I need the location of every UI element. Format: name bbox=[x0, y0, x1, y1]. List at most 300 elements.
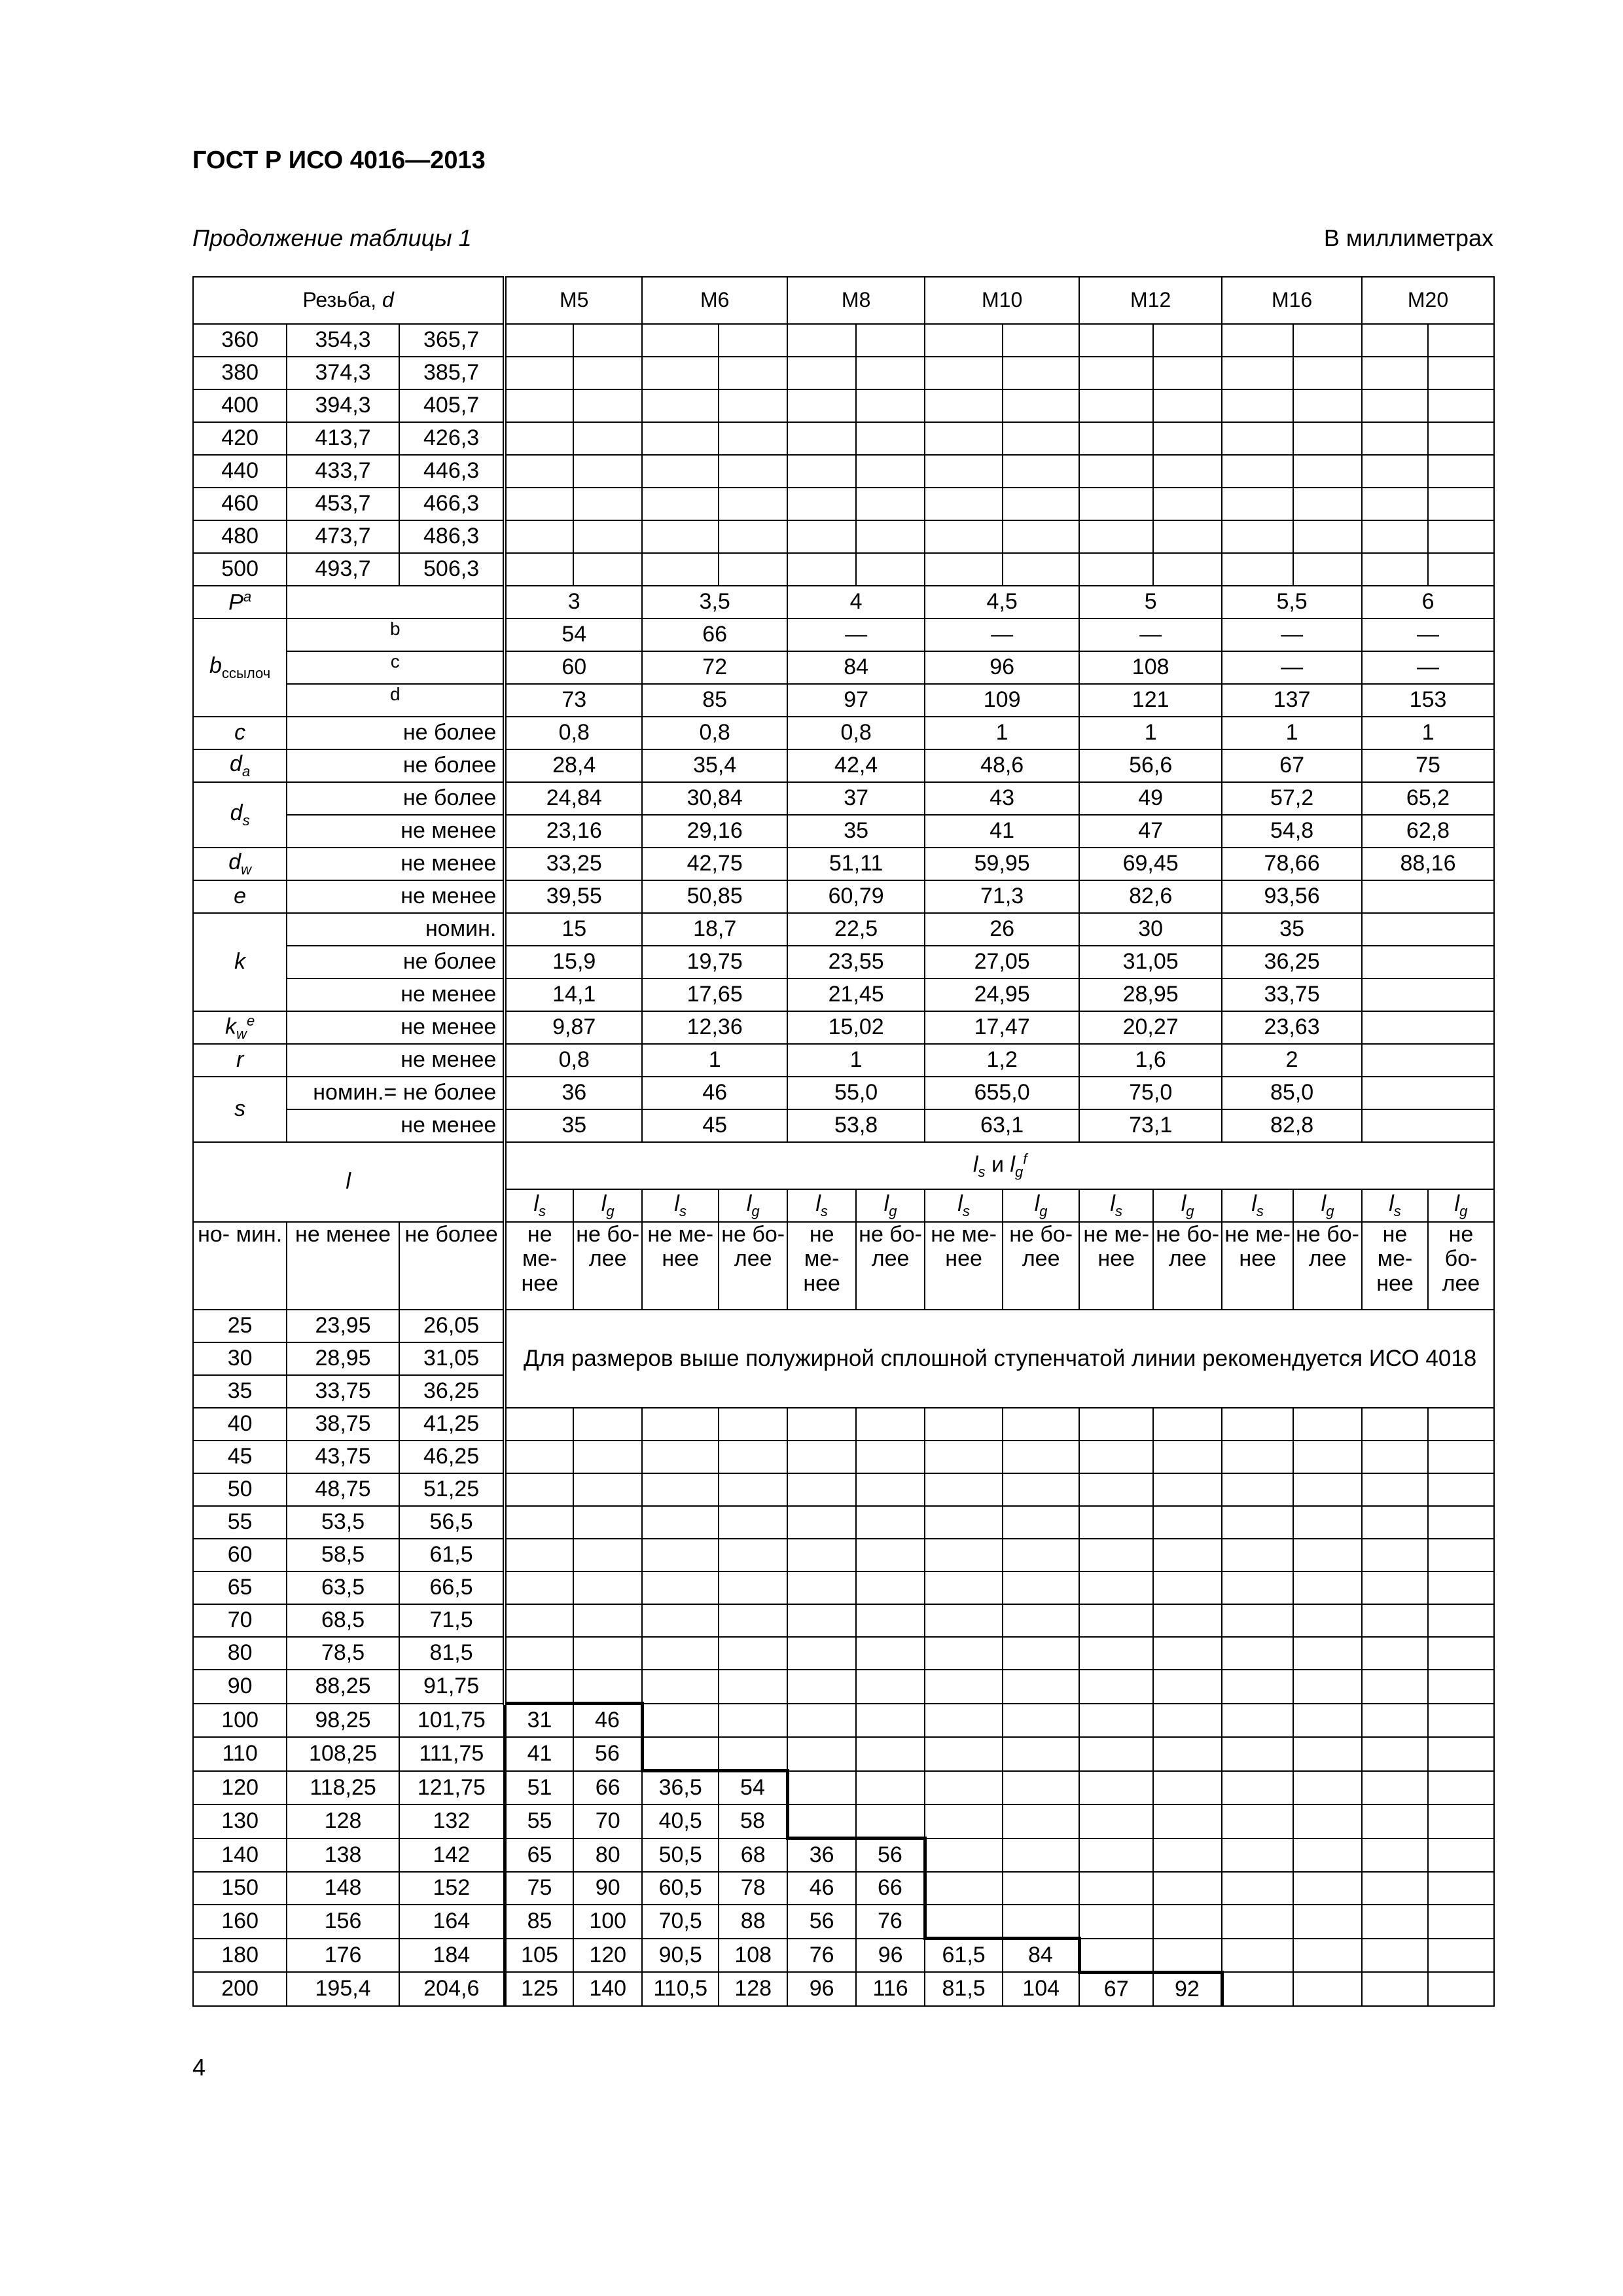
table-cell bbox=[856, 389, 925, 422]
table-cell bbox=[1428, 1604, 1494, 1637]
table-cell bbox=[287, 586, 505, 619]
table-cell: 56,6 bbox=[1079, 749, 1222, 782]
table-cell bbox=[1293, 1704, 1362, 1738]
table-cell bbox=[573, 455, 642, 488]
table-cell bbox=[925, 488, 1003, 520]
table-cell bbox=[787, 1804, 856, 1839]
table-cell: — bbox=[1222, 619, 1362, 651]
units-label: В миллиметрах bbox=[1323, 224, 1493, 251]
table-cell: не менее bbox=[287, 978, 505, 1011]
table-cell: 55,0 bbox=[787, 1077, 925, 1109]
table-cell bbox=[505, 455, 573, 488]
table-cell: 4 bbox=[787, 586, 925, 619]
table-cell bbox=[1222, 1771, 1293, 1805]
table-cell: 440 bbox=[193, 455, 287, 488]
table-cell bbox=[1222, 1670, 1293, 1704]
table-cell bbox=[505, 553, 573, 586]
table-cell: 460 bbox=[193, 488, 287, 520]
table-cell bbox=[1003, 422, 1079, 455]
table-cell: 33,25 bbox=[505, 848, 642, 880]
table-cell: 60 bbox=[193, 1539, 287, 1571]
table-cell bbox=[573, 1571, 642, 1604]
table-cell: 140 bbox=[193, 1839, 287, 1873]
table-cell bbox=[505, 357, 573, 389]
table-cell bbox=[1293, 1737, 1362, 1771]
table-cell bbox=[1153, 553, 1222, 586]
table-cell: 54 bbox=[505, 619, 642, 651]
table-cell bbox=[787, 455, 856, 488]
table-cell bbox=[787, 1670, 856, 1704]
table-cell bbox=[719, 488, 787, 520]
table-cell bbox=[1153, 1473, 1222, 1506]
footnote-ref: b bbox=[287, 619, 505, 651]
param-label: e bbox=[193, 880, 287, 913]
table-cell: 121 bbox=[1079, 684, 1222, 717]
table-cell bbox=[573, 1441, 642, 1473]
table-cell: 128 bbox=[287, 1804, 399, 1839]
table-cell: 26,05 bbox=[399, 1310, 505, 1342]
ls-header: $l_s$ bbox=[787, 1189, 856, 1222]
table-cell bbox=[1153, 1637, 1222, 1670]
table-cell bbox=[856, 1804, 925, 1839]
table-cell: 85,0 bbox=[1222, 1077, 1362, 1109]
table-cell: 152 bbox=[399, 1872, 505, 1905]
table-row bbox=[193, 1310, 1494, 1342]
table-cell: 1 bbox=[642, 1044, 787, 1077]
table-cell: 66 bbox=[642, 619, 787, 651]
table-cell bbox=[642, 324, 719, 357]
table-cell: 58,5 bbox=[287, 1539, 399, 1571]
table-row bbox=[193, 455, 1494, 488]
table-cell bbox=[1153, 1905, 1222, 1939]
table-row bbox=[193, 357, 1494, 389]
table-cell: 76 bbox=[856, 1905, 925, 1939]
table-cell bbox=[1222, 324, 1293, 357]
not-more-header: не бо- лее bbox=[856, 1222, 925, 1310]
table-cell bbox=[1293, 1408, 1362, 1441]
table-cell: 25 bbox=[193, 1310, 287, 1342]
table-cell bbox=[1003, 553, 1079, 586]
param-label: $P^a$ bbox=[193, 586, 287, 619]
table-row bbox=[193, 1637, 1494, 1670]
table-cell bbox=[1003, 455, 1079, 488]
table-cell: 41 bbox=[925, 815, 1079, 848]
table-cell bbox=[642, 1670, 719, 1704]
table-cell bbox=[1293, 1972, 1362, 2006]
table-row bbox=[193, 1011, 1494, 1044]
table-cell bbox=[1362, 1872, 1428, 1905]
table-cell: 42,4 bbox=[787, 749, 925, 782]
table-cell bbox=[856, 1737, 925, 1771]
table-cell bbox=[1428, 553, 1494, 586]
table-cell bbox=[1222, 357, 1293, 389]
table-cell bbox=[505, 1473, 573, 1506]
table-cell: 93,56 bbox=[1222, 880, 1362, 913]
table-cell bbox=[1222, 1604, 1293, 1637]
table-cell: 380 bbox=[193, 357, 287, 389]
size-header: M12 bbox=[1079, 277, 1222, 324]
table-cell: 61,5 bbox=[399, 1539, 505, 1571]
table-cell: номин. bbox=[287, 913, 505, 946]
table-cell bbox=[642, 389, 719, 422]
not-more-header: не бо- лее bbox=[573, 1222, 642, 1310]
table-row bbox=[193, 749, 1494, 782]
table-cell bbox=[1362, 1972, 1428, 2006]
table-cell: 69,45 bbox=[1079, 848, 1222, 880]
table-cell: 36,25 bbox=[399, 1375, 505, 1408]
table-cell bbox=[925, 1905, 1003, 1939]
table-cell bbox=[505, 422, 573, 455]
table-cell: — bbox=[787, 619, 925, 651]
table-cell bbox=[1293, 422, 1362, 455]
table-cell bbox=[1079, 1704, 1153, 1738]
table-cell: 130 bbox=[193, 1804, 287, 1839]
table-cell bbox=[925, 1539, 1003, 1571]
table-cell bbox=[1153, 389, 1222, 422]
table-cell bbox=[719, 1637, 787, 1670]
table-cell bbox=[1362, 1539, 1428, 1571]
table-cell: 56 bbox=[856, 1839, 925, 1873]
not-more-header: не бо- лее bbox=[1293, 1222, 1362, 1310]
table-cell: 28,95 bbox=[287, 1342, 399, 1375]
table-cell bbox=[1153, 1408, 1222, 1441]
table-cell: 46 bbox=[642, 1077, 787, 1109]
table-cell: 81,5 bbox=[399, 1637, 505, 1670]
table-cell: 33,75 bbox=[287, 1375, 399, 1408]
table-row bbox=[193, 651, 1494, 684]
table-cell bbox=[1079, 1604, 1153, 1637]
table-cell: не более bbox=[287, 717, 505, 749]
table-cell: 400 bbox=[193, 389, 287, 422]
table-cell: 35 bbox=[505, 1109, 642, 1142]
table-cell: 20,27 bbox=[1079, 1011, 1222, 1044]
table-cell bbox=[719, 1539, 787, 1571]
table-cell bbox=[719, 1408, 787, 1441]
table-cell: 71,3 bbox=[925, 880, 1079, 913]
page-number: 4 bbox=[192, 2054, 206, 2081]
table-cell bbox=[787, 1571, 856, 1604]
table-cell bbox=[1003, 1637, 1079, 1670]
table-cell: 3 bbox=[505, 586, 642, 619]
table-cell: 1 bbox=[925, 717, 1079, 749]
min-header: не менее bbox=[287, 1222, 399, 1310]
table-cell bbox=[1222, 1506, 1293, 1539]
table-cell: 118,25 bbox=[287, 1771, 399, 1805]
table-cell bbox=[505, 1539, 573, 1571]
table-cell: 68 bbox=[719, 1839, 787, 1873]
table-cell bbox=[925, 389, 1003, 422]
table-cell: не менее bbox=[287, 815, 505, 848]
table-cell bbox=[1079, 324, 1153, 357]
table-cell bbox=[1153, 1506, 1222, 1539]
table-cell: не менее bbox=[287, 1044, 505, 1077]
table-cell bbox=[787, 1408, 856, 1441]
table-cell: 17,47 bbox=[925, 1011, 1079, 1044]
table-cell: не менее bbox=[287, 1011, 505, 1044]
table-cell bbox=[787, 1771, 856, 1805]
table-cell: 142 bbox=[399, 1839, 505, 1873]
table-cell bbox=[642, 1637, 719, 1670]
table-cell bbox=[1428, 389, 1494, 422]
table-cell bbox=[856, 1408, 925, 1441]
table-cell: 73 bbox=[505, 684, 642, 717]
table-cell: 82,8 bbox=[1222, 1109, 1362, 1142]
lg-header: $l_g$ bbox=[1428, 1189, 1494, 1222]
table-cell: 71,5 bbox=[399, 1604, 505, 1637]
param-label: $d_a$ bbox=[193, 749, 287, 782]
table-cell bbox=[856, 422, 925, 455]
table-cell bbox=[1003, 1872, 1079, 1905]
table-cell: 35 bbox=[787, 815, 925, 848]
table-cell bbox=[1362, 1670, 1428, 1704]
table-cell: 65 bbox=[505, 1839, 573, 1873]
table-cell: 55 bbox=[193, 1506, 287, 1539]
table-cell: 60,5 bbox=[642, 1872, 719, 1905]
lg-header: $l_g$ bbox=[1153, 1189, 1222, 1222]
table-cell bbox=[856, 1771, 925, 1805]
table-cell bbox=[1222, 1839, 1293, 1873]
table-cell: 46 bbox=[573, 1704, 642, 1738]
footnote-ref: d bbox=[287, 684, 505, 717]
table-cell: 200 bbox=[193, 1972, 287, 2006]
not-less-header: не ме- нее bbox=[787, 1222, 856, 1310]
table-cell bbox=[1222, 1473, 1293, 1506]
table-cell bbox=[719, 1737, 787, 1771]
table-cell bbox=[925, 1771, 1003, 1805]
table-cell: номин.= не более bbox=[287, 1077, 505, 1109]
table-cell: 51,25 bbox=[399, 1473, 505, 1506]
table-cell: 78,5 bbox=[287, 1637, 399, 1670]
table-row bbox=[193, 1441, 1494, 1473]
table-cell: 59,95 bbox=[925, 848, 1079, 880]
table-cell bbox=[1079, 488, 1153, 520]
table-cell: 84 bbox=[787, 651, 925, 684]
ls-header: $l_s$ bbox=[1362, 1189, 1428, 1222]
table-row bbox=[193, 782, 1494, 815]
table-cell: 42,75 bbox=[642, 848, 787, 880]
table-cell bbox=[1153, 1704, 1222, 1738]
table-cell bbox=[925, 422, 1003, 455]
table-cell bbox=[1003, 488, 1079, 520]
table-cell bbox=[1362, 1905, 1428, 1939]
table-cell bbox=[1003, 1804, 1079, 1839]
table-cell bbox=[787, 357, 856, 389]
table-cell bbox=[719, 1571, 787, 1604]
table-cell bbox=[573, 1506, 642, 1539]
table-cell bbox=[856, 520, 925, 553]
table-cell: 88,25 bbox=[287, 1670, 399, 1704]
table-cell: 96 bbox=[787, 1972, 856, 2006]
table-cell: 111,75 bbox=[399, 1737, 505, 1771]
table-cell bbox=[505, 1441, 573, 1473]
table-cell bbox=[719, 1670, 787, 1704]
table-cell bbox=[642, 1604, 719, 1637]
table-cell: 480 bbox=[193, 520, 287, 553]
table-cell bbox=[1079, 357, 1153, 389]
table-row bbox=[193, 1408, 1494, 1441]
table-cell bbox=[573, 422, 642, 455]
table-cell bbox=[1293, 1872, 1362, 1905]
table-cell: 486,3 bbox=[399, 520, 505, 553]
table-cell: 61,5 bbox=[925, 1939, 1003, 1973]
table-cell bbox=[1079, 1571, 1153, 1604]
table-cell bbox=[787, 422, 856, 455]
table-cell bbox=[1079, 1771, 1153, 1805]
table-cell: 120 bbox=[193, 1771, 287, 1805]
table-cell bbox=[1293, 520, 1362, 553]
table-cell bbox=[1153, 1939, 1222, 1973]
table-cell bbox=[1153, 357, 1222, 389]
table-cell bbox=[925, 1737, 1003, 1771]
param-label: $d_s$ bbox=[193, 782, 287, 848]
table-cell: 30 bbox=[1079, 913, 1222, 946]
table-cell: 45 bbox=[642, 1109, 787, 1142]
table-cell: 137 bbox=[1222, 684, 1362, 717]
table-cell bbox=[1222, 520, 1293, 553]
table-cell: 56 bbox=[787, 1905, 856, 1939]
table-cell bbox=[1153, 1839, 1222, 1873]
table-cell: 81,5 bbox=[925, 1972, 1003, 2006]
table-cell: 36,5 bbox=[642, 1771, 719, 1805]
table-cell bbox=[856, 1506, 925, 1539]
table-cell: 110,5 bbox=[642, 1972, 719, 2006]
table-cell bbox=[925, 1670, 1003, 1704]
table-cell bbox=[505, 1637, 573, 1670]
table-cell bbox=[719, 1473, 787, 1506]
table-cell bbox=[1362, 978, 1494, 1011]
table-cell bbox=[1293, 1539, 1362, 1571]
table-cell bbox=[787, 553, 856, 586]
table-cell bbox=[1293, 357, 1362, 389]
table-cell bbox=[1222, 1905, 1293, 1939]
table-cell: 66 bbox=[856, 1872, 925, 1905]
table-cell bbox=[1428, 324, 1494, 357]
table-cell: 23,95 bbox=[287, 1310, 399, 1342]
table-cell bbox=[1003, 1737, 1079, 1771]
table-cell: 466,3 bbox=[399, 488, 505, 520]
table-row bbox=[193, 880, 1494, 913]
table-cell bbox=[1003, 1408, 1079, 1441]
table-cell bbox=[573, 488, 642, 520]
table-cell: 67 bbox=[1222, 749, 1362, 782]
table-cell bbox=[1079, 1637, 1153, 1670]
table-cell: 18,7 bbox=[642, 913, 787, 946]
table-cell: 31,05 bbox=[1079, 946, 1222, 978]
table-cell bbox=[1079, 1539, 1153, 1571]
table-cell: 51 bbox=[505, 1771, 573, 1805]
table-cell: 1 bbox=[1079, 717, 1222, 749]
table-cell: 40 bbox=[193, 1408, 287, 1441]
table-cell bbox=[1079, 1905, 1153, 1939]
table-cell: — bbox=[1079, 619, 1222, 651]
table-cell: 62,8 bbox=[1362, 815, 1494, 848]
param-label: $b_{ссылоч}$ bbox=[193, 619, 287, 717]
table-cell: 128 bbox=[719, 1972, 787, 2006]
table-cell bbox=[719, 520, 787, 553]
table-cell bbox=[925, 1637, 1003, 1670]
header-row bbox=[193, 277, 1494, 324]
table-cell bbox=[1428, 1872, 1494, 1905]
table-cell: 365,7 bbox=[399, 324, 505, 357]
table-cell: 100 bbox=[573, 1905, 642, 1939]
table-cell bbox=[856, 1441, 925, 1473]
table-row bbox=[193, 946, 1494, 978]
table-cell bbox=[1003, 1473, 1079, 1506]
table-cell bbox=[1003, 1506, 1079, 1539]
table-cell bbox=[1362, 1506, 1428, 1539]
table-cell bbox=[1362, 488, 1428, 520]
table-cell: 22,5 bbox=[787, 913, 925, 946]
table-cell: 66,5 bbox=[399, 1571, 505, 1604]
table-cell: 40,5 bbox=[642, 1804, 719, 1839]
table-cell bbox=[505, 1408, 573, 1441]
table-cell bbox=[1428, 1506, 1494, 1539]
table-row bbox=[193, 1839, 1494, 1873]
table-cell bbox=[642, 455, 719, 488]
table-cell bbox=[719, 357, 787, 389]
table-cell: 70,5 bbox=[642, 1905, 719, 1939]
table-cell bbox=[505, 1506, 573, 1539]
table-cell: 63,1 bbox=[925, 1109, 1079, 1142]
table-cell bbox=[1079, 455, 1153, 488]
table-cell bbox=[1293, 1670, 1362, 1704]
table-cell: 506,3 bbox=[399, 553, 505, 586]
table-cell bbox=[1003, 1539, 1079, 1571]
table-cell bbox=[925, 1704, 1003, 1738]
dimensions-table-wrapper bbox=[192, 276, 1495, 2007]
table-cell bbox=[1153, 1737, 1222, 1771]
table-cell bbox=[856, 1604, 925, 1637]
ls-header: $l_s$ bbox=[505, 1189, 573, 1222]
table-cell bbox=[1222, 553, 1293, 586]
table-cell bbox=[1079, 553, 1153, 586]
table-cell: 35 bbox=[1222, 913, 1362, 946]
table-cell bbox=[1362, 1473, 1428, 1506]
table-cell bbox=[505, 1670, 573, 1704]
table-cell bbox=[1428, 1473, 1494, 1506]
table-cell bbox=[642, 553, 719, 586]
table-cell bbox=[1428, 1408, 1494, 1441]
table-cell bbox=[1222, 455, 1293, 488]
param-label: r bbox=[193, 1044, 287, 1077]
table-cell: не менее bbox=[287, 880, 505, 913]
table-cell: 24,84 bbox=[505, 782, 642, 815]
table-row bbox=[193, 1905, 1494, 1939]
table-cell bbox=[1153, 1804, 1222, 1839]
ls-header: $l_s$ bbox=[925, 1189, 1003, 1222]
table-cell: 433,7 bbox=[287, 455, 399, 488]
ls-header: $l_s$ bbox=[1222, 1189, 1293, 1222]
table-cell: 80 bbox=[573, 1839, 642, 1873]
table-cell bbox=[573, 1408, 642, 1441]
table-cell: 23,16 bbox=[505, 815, 642, 848]
table-cell: 35 bbox=[193, 1375, 287, 1408]
table-cell: 60 bbox=[505, 651, 642, 684]
table-cell bbox=[642, 520, 719, 553]
table-cell bbox=[1362, 553, 1428, 586]
table-cell: 104 bbox=[1003, 1972, 1079, 2006]
table-cell bbox=[1293, 553, 1362, 586]
table-cell bbox=[1003, 1771, 1079, 1805]
table-row bbox=[193, 422, 1494, 455]
table-cell bbox=[1222, 1939, 1293, 1973]
table-cell: 97 bbox=[787, 684, 925, 717]
table-cell: — bbox=[925, 619, 1079, 651]
table-cell: 12,36 bbox=[642, 1011, 787, 1044]
table-cell: 41 bbox=[505, 1737, 573, 1771]
table-cell: 184 bbox=[399, 1939, 505, 1973]
table-cell: 54 bbox=[719, 1771, 787, 1805]
